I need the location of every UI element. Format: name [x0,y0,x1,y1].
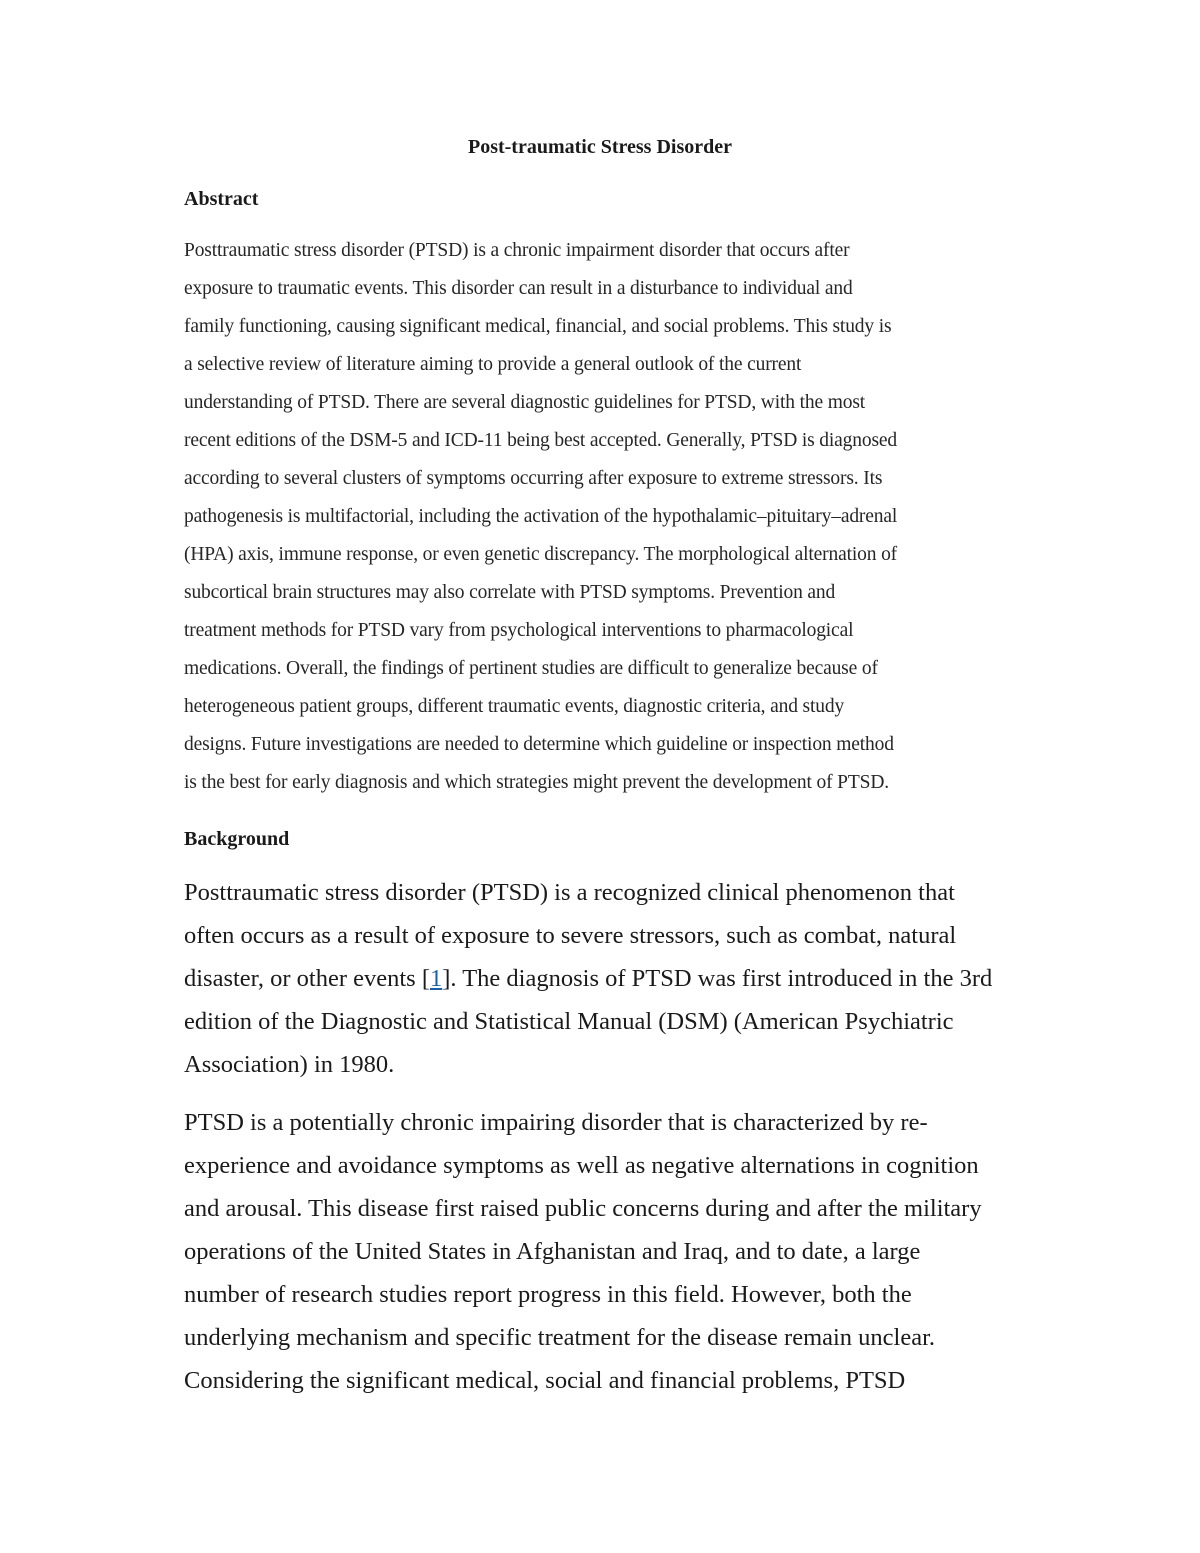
background-line: Association) in 1980. [184,1051,395,1078]
document-title: Post-traumatic Stress Disorder [467,136,732,158]
background-line: and arousal. This disease first raised public concerns during and after the military [184,1195,982,1222]
background-line: experience and avoidance symptoms as well as negative alternations in cognition [184,1152,979,1179]
background-paragraph-1 [184,876,1034,1091]
abstract-line: designs. Future investigations are needed to determine which guideline or inspection method [184,734,894,755]
abstract-line: treatment methods for PTSD vary from psychological interventions to pharmacological [184,620,854,641]
abstract-line: exposure to traumatic events. This disorder can result in a disturbance to individual and [184,278,853,299]
background-line: edition of the Diagnostic and Statistical Manual (DSM) (American Psychiatric [184,1008,954,1035]
background-line-with-citation [184,962,1034,1005]
abstract-line: Posttraumatic stress disorder (PTSD) is a chronic impairment disorder that occurs after [184,240,850,261]
abstract-line: understanding of PTSD. There are several diagnostic guidelines for PTSD, with the most [184,392,866,413]
abstract-line: according to several clusters of symptoms occurring after exposure to extreme stressors. Its [184,468,883,489]
abstract-line: subcortical brain structures may also correlate with PTSD symptoms. Prevention and [184,582,836,603]
background-line: underlying mechanism and specific treatment for the disease remain unclear. [184,1324,936,1351]
background-line: Posttraumatic stress disorder (PTSD) is a recognized clinical phenomenon that [184,879,955,906]
abstract-line: is the best for early diagnosis and which strategies might prevent the development of PTSD. [184,772,889,793]
abstract-line: pathogenesis is multifactorial, including the activation of the hypothalamic–pituitary–adrenal [184,506,898,527]
background-line: number of research studies report progress in this field. However, both the [184,1281,912,1308]
abstract-line: recent editions of the DSM-5 and ICD-11 being best accepted. Generally, PTSD is diagnosed [184,430,898,451]
citation-prefix-text: disaster, or other events [ [184,965,430,992]
background-paragraph-2 [184,1106,1034,1407]
abstract-heading: Abstract [184,188,259,210]
background-line: Considering the significant medical, social and financial problems, PTSD [184,1367,906,1394]
abstract-line: family functioning, causing significant medical, financial, and social problems. This study is [184,316,892,337]
citation-link[interactable]: 1 [429,965,443,992]
abstract-line: heterogeneous patient groups, different traumatic events, diagnostic criteria, and study [184,696,845,717]
background-heading: Background [184,828,290,850]
abstract-line: a selective review of literature aiming to provide a general outlook of the current [184,354,802,375]
abstract-paragraph [184,238,1024,808]
background-line: often occurs as a result of exposure to severe stressors, such as combat, natural [184,922,957,949]
abstract-line: (HPA) axis, immune response, or even genetic discrepancy. The morphological alternation of [184,544,898,565]
background-line: operations of the United States in Afghanistan and Iraq, and to date, a large [184,1238,921,1265]
citation-suffix-text: ]. The diagnosis of PTSD was first introduced in the 3rd [442,965,993,992]
background-line: PTSD is a potentially chronic impairing disorder that is characterized by re- [184,1109,928,1136]
abstract-line: medications. Overall, the findings of pertinent studies are difficult to generalize because of [184,658,878,679]
